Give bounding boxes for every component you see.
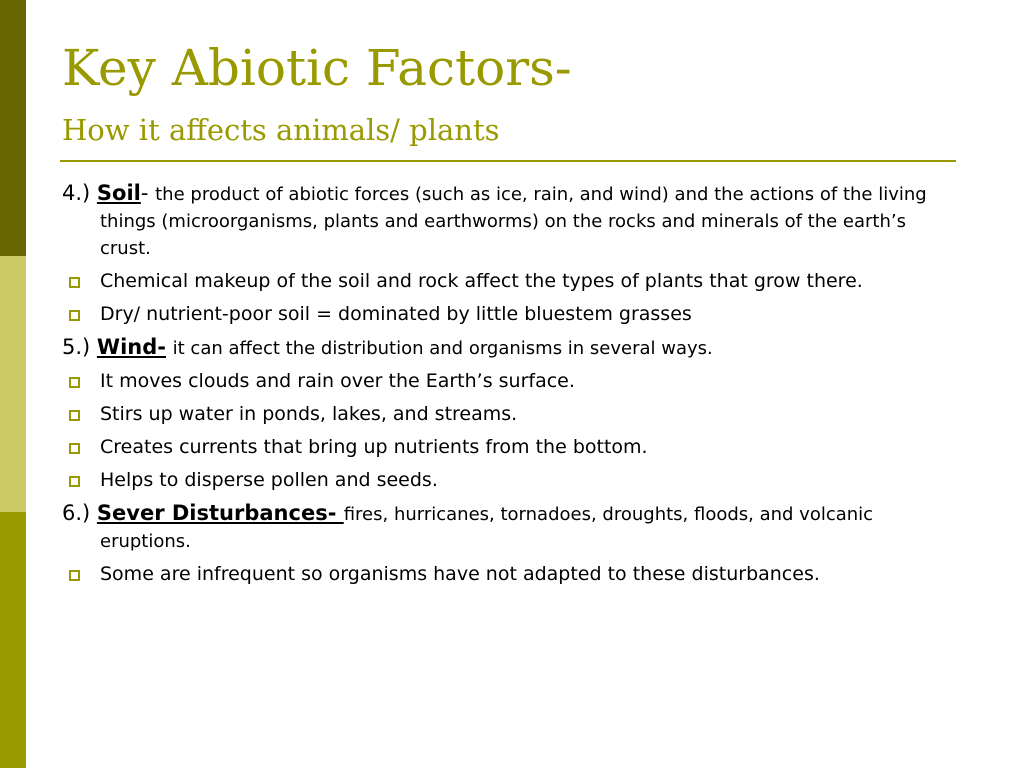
bullet-item	[62, 401, 952, 428]
bullet-text: Helps to disperse pollen and seeds.	[100, 469, 438, 491]
title-divider	[60, 160, 956, 162]
square-bullet-icon	[69, 443, 80, 454]
bullet-item	[62, 368, 952, 395]
bullet-text: Chemical makeup of the soil and rock affect the types of plants that grow there.	[100, 270, 863, 292]
key-term: Wind-	[96, 335, 166, 359]
square-bullet-icon	[69, 277, 80, 288]
key-term: Sever Disturbances-	[96, 501, 344, 525]
item-number: 4.)	[62, 181, 97, 205]
sidebar-band-middle	[0, 256, 26, 512]
item-text: fires, hurricanes, tornadoes, droughts, floods, and volcanic eruptions.	[100, 504, 874, 552]
key-term: Soil	[96, 181, 141, 205]
item-text: it can affect the distribution and organisms in several ways.	[172, 338, 713, 359]
sidebar-band-top	[0, 0, 26, 256]
item-number: 6.)	[62, 501, 97, 525]
square-bullet-icon	[69, 377, 80, 388]
square-bullet-icon	[69, 310, 80, 321]
square-bullet-icon	[69, 570, 80, 581]
term-separator	[166, 335, 173, 359]
bullet-text: It moves clouds and rain over the Earth’s surface.	[100, 370, 575, 392]
item-number: 5.)	[62, 335, 97, 359]
slide-title: Key Abiotic Factors-	[62, 39, 572, 97]
item-text: the product of abiotic forces (such as ice, rain, and wind) and the actions of the living things (microorganisms, plants and earthworms) on the rocks and minerals of the earth’s crust.	[100, 184, 927, 259]
slide-subtitle: How it affects animals/ plants	[62, 113, 500, 147]
numbered-item-disturbances	[62, 500, 952, 555]
square-bullet-icon	[69, 476, 80, 487]
sidebar-band-bottom	[0, 512, 26, 768]
slide-body	[62, 180, 952, 594]
numbered-item-wind	[62, 334, 952, 362]
numbered-item-soil	[62, 180, 952, 262]
term-separator: -	[140, 181, 156, 205]
bullet-item	[62, 301, 952, 328]
bullet-item	[62, 268, 952, 295]
bullet-item	[62, 467, 952, 494]
bullet-text: Dry/ nutrient-poor soil = dominated by little bluestem grasses	[100, 303, 692, 325]
square-bullet-icon	[69, 410, 80, 421]
bullet-item	[62, 434, 952, 461]
bullet-text: Stirs up water in ponds, lakes, and streams.	[100, 403, 518, 425]
bullet-text: Some are infrequent so organisms have not adapted to these disturbances.	[100, 563, 820, 585]
bullet-item	[62, 561, 952, 588]
bullet-text: Creates currents that bring up nutrients from the bottom.	[100, 436, 648, 458]
